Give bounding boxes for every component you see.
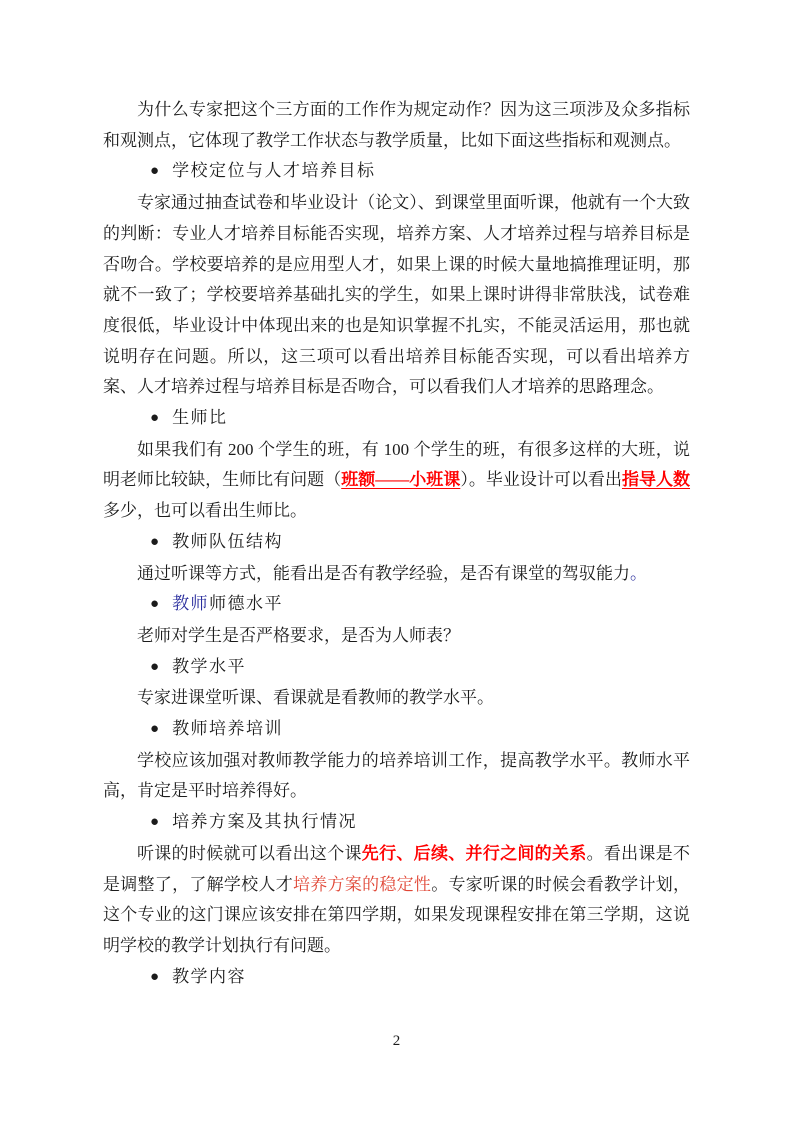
paragraph	[103, 95, 690, 156]
bullet-heading	[172, 719, 283, 738]
text-segment: 老师对学生是否严格要求，是否为人师表？	[137, 625, 460, 645]
bullet-heading	[172, 408, 228, 427]
document-body	[103, 95, 690, 993]
bullet-heading	[172, 161, 376, 180]
bullet-heading	[172, 812, 357, 831]
paragraph	[103, 621, 690, 652]
bullet-heading	[172, 657, 246, 676]
paragraph	[103, 188, 690, 403]
bullet-item	[103, 807, 690, 839]
text-segment: ）。毕业设计可以看出	[460, 470, 622, 490]
text-segment: 听课的时候就可以看出这个课	[137, 843, 362, 863]
bullet-item	[103, 714, 690, 746]
bullet-item	[103, 589, 690, 621]
bullet-item	[103, 156, 690, 188]
text-segment: 学校定位与人才培养目标	[172, 161, 376, 181]
bullet-item	[103, 403, 690, 435]
bullet-icon: ●	[150, 658, 160, 675]
bullet-icon: ●	[150, 596, 160, 613]
bullet-icon: ●	[150, 410, 160, 427]
paragraph	[103, 683, 690, 714]
text-segment: 培养方案的稳定性	[293, 874, 432, 894]
text-segment: 教师培养培训	[172, 719, 284, 739]
text-segment: 先行、后续、并行之间的关系	[361, 843, 587, 863]
bullet-heading	[172, 967, 246, 986]
text-segment: 班额——小班课	[341, 470, 461, 490]
text-segment: 专家通过抽查试卷和毕业设计（论文）、到课堂里面听课，他就有一个大致的判断：专业人才培养目标能否实现，培养方案、人才培养过程与培养目标是否吻合。学校要培养的是应用型人才，如果上课的时候大量地搞推理证明，那就不一致了；学校要培养基础扎实的学生，如果上课时讲得非常肤浅，试卷难度很低，毕业设计中体现出来的也是知识掌握不扎实，不能灵活运用，那也就说明存在问题。所以，这三项可以看出培养目标能否实现，可以看出培养方案、人才培养过程与培养目标是否吻合，可以看我们人才培养的思路理念。	[103, 193, 690, 397]
paragraph	[103, 435, 690, 527]
text-segment: 。看出课是不是调整了，了解学校人才	[103, 843, 691, 894]
text-segment: 学校应该加强对教师教学能力的培养培训工作，提高教学水平。教师水平高，肯定是平时培养得好。	[103, 750, 690, 801]
text-segment: 教师	[172, 594, 210, 614]
paragraph	[103, 559, 690, 590]
bullet-heading	[172, 532, 283, 551]
text-segment: 通过听课等方式，能看出是否有教学经验，是否有课堂的驾驭能力	[137, 563, 630, 583]
bullet-icon: ●	[150, 163, 160, 180]
bullet-icon: ●	[150, 533, 160, 550]
bullet-icon: ●	[150, 968, 160, 985]
text-segment: 如果我们有 200 个学生的班，有 100 个学生的班，有很多这样的大班，说明老师比较缺，生师比有问题（	[103, 439, 690, 490]
bullet-item	[103, 962, 690, 994]
text-segment: 。	[630, 563, 647, 583]
paragraph	[103, 839, 690, 962]
bullet-heading	[172, 594, 283, 613]
text-segment: 多少，也可以看出生师比。	[103, 501, 307, 521]
text-segment: 教学内容	[172, 966, 247, 986]
bullet-item	[103, 527, 690, 559]
text-segment: 专家进课堂听课、看课就是看教师的教学水平。	[137, 688, 494, 708]
text-segment: 。专家听课的时候会看教学计划，这个专业的这门课应该安排在第四学期，如果发现课程安排在第三学期，这说明学校的教学计划执行有问题。	[103, 874, 691, 955]
paragraph	[103, 746, 690, 807]
text-segment: 为什么专家把这个三方面的工作作为规定动作？因为这三项涉及众多指标和观测点，它体现了教学工作状态与教学质量，比如下面这些指标和观测点。	[103, 100, 690, 150]
text-segment: 指导人数	[621, 470, 691, 490]
text-segment: 教师队伍结构	[172, 531, 284, 551]
bullet-icon: ●	[150, 814, 160, 831]
text-segment: 培养方案及其执行情况	[172, 812, 358, 832]
bullet-item	[103, 652, 690, 684]
page-number: 2	[392, 1033, 401, 1049]
bullet-icon: ●	[150, 721, 160, 738]
text-segment: 生师比	[172, 408, 228, 428]
text-segment: 师德水平	[209, 594, 284, 614]
text-segment: 教学水平	[172, 656, 247, 676]
